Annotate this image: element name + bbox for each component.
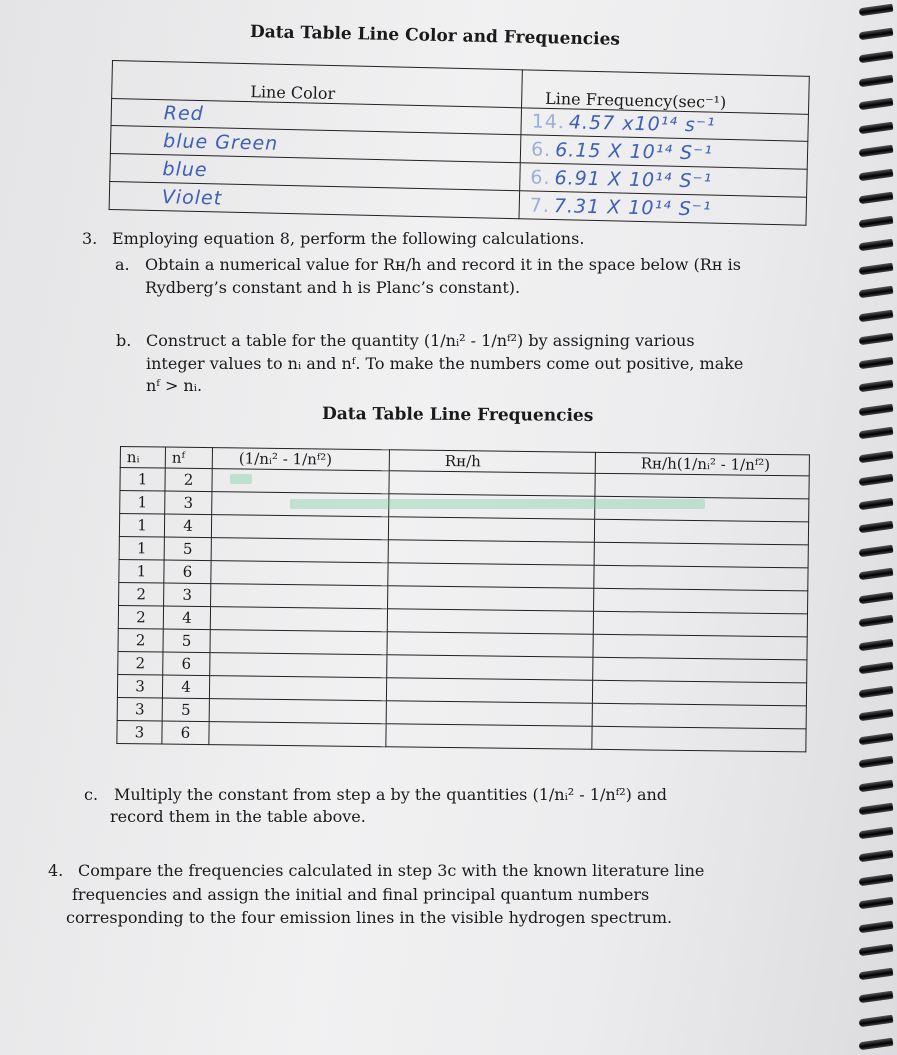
step3b-text3: nᶠ > nᵢ.: [146, 376, 203, 395]
spiral-coil: [859, 638, 894, 651]
product-cell: [595, 473, 809, 499]
line-frequency-header: Line Frequency(sec⁻¹): [522, 70, 810, 114]
nf-cell: 5: [164, 537, 211, 561]
spiral-coil: [859, 239, 894, 252]
step4-text3: corresponding to the four emission lines in the visible hydrogen spectrum.: [66, 908, 673, 927]
step3c-line1: [84, 784, 667, 806]
rh-over-h-cell: [387, 609, 593, 635]
step4-number: 4.: [48, 861, 64, 880]
step3c-text2: record them in the table above.: [110, 807, 366, 826]
product-cell: [592, 726, 806, 752]
product-header: Rʜ/h(1/nᵢ² - 1/nᶠ²): [595, 452, 809, 476]
ni-cell: 2: [119, 582, 164, 606]
rh-over-h-cell: [386, 678, 592, 704]
frequency-cell: 7.31 X 10¹⁴ S⁻¹: [553, 194, 712, 221]
ni-cell: 2: [118, 605, 163, 629]
spiral-coil: [859, 779, 894, 792]
ni-cell: 1: [119, 536, 164, 560]
spiral-coil: [859, 897, 894, 910]
spiral-coil: [859, 403, 894, 416]
spiral-coil: [859, 615, 894, 628]
ni-cell: 2: [118, 628, 163, 652]
spiral-coil: [859, 497, 894, 510]
rh-over-h-cell: [387, 655, 593, 681]
spiral-coil: [859, 145, 894, 158]
spiral-coil: [859, 98, 894, 111]
spiral-coil: [859, 944, 894, 957]
highlighter-mark: [230, 474, 252, 484]
step3-text: Employing equation 8, perform the following calculations.: [112, 229, 585, 248]
ni-cell: 1: [119, 559, 164, 583]
spiral-coil: [859, 286, 894, 299]
product-cell: [593, 657, 807, 683]
difference-cell: [211, 561, 388, 586]
spiral-coil: [859, 826, 894, 839]
spiral-coil: [859, 591, 894, 604]
line-frequencies-table: [116, 446, 809, 744]
faint-digit: 6.: [530, 138, 552, 161]
color-cell: blue: [162, 157, 208, 181]
spiral-coil: [859, 51, 894, 64]
ni-cell: 3: [117, 697, 162, 721]
difference-cell: [211, 515, 388, 540]
nf-cell: 6: [162, 721, 209, 745]
table1-title: Data Table Line Color and Frequencies: [249, 22, 621, 50]
difference-cell: [211, 538, 388, 563]
rh-over-h-cell: [389, 471, 595, 497]
spiral-coil: [859, 732, 894, 745]
nf-cell: 5: [163, 629, 210, 653]
ni-cell: 2: [118, 651, 163, 675]
spiral-coil: [859, 521, 894, 534]
line-color-header: Line Color: [112, 61, 523, 108]
spiral-coil: [859, 568, 894, 581]
step4-text1: Compare the frequencies calculated in step 3c with the known literature line: [78, 861, 705, 880]
rh-over-h-cell: [388, 563, 594, 589]
step3a-text1: Obtain a numerical value for Rʜ/h and record it in the space below (Rʜ is: [145, 255, 741, 274]
color-cell: blue Green: [162, 130, 279, 155]
spiral-coil: [859, 427, 894, 440]
rh-over-h-header: Rʜ/h: [389, 450, 595, 474]
color-cell: Violet: [161, 185, 223, 210]
frequency-cell: 6.15 X 10¹⁴ S⁻¹: [554, 138, 713, 165]
nf-cell: 4: [163, 606, 210, 630]
step3a-line1: [115, 254, 741, 276]
step3c-label: c.: [84, 785, 99, 804]
frequency-cell: 6.91 X 10¹⁴ S⁻¹: [554, 166, 713, 193]
rh-over-h-cell: [386, 701, 592, 727]
spiral-coil: [859, 215, 894, 228]
product-cell: [592, 703, 806, 729]
product-cell: [593, 611, 807, 637]
step3a-label: a.: [115, 255, 130, 274]
ni-cell: 1: [120, 491, 165, 515]
step3-number: 3.: [82, 229, 98, 248]
nf-cell: 3: [164, 583, 211, 607]
spiral-coil: [859, 756, 894, 769]
nf-cell: 3: [165, 491, 212, 515]
line-color-table: [109, 60, 810, 226]
product-cell: [594, 519, 808, 545]
spiral-coil: [859, 967, 894, 980]
spiral-coil: [859, 873, 894, 886]
spiral-coil: [859, 685, 894, 698]
rh-over-h-cell: [388, 517, 594, 543]
spiral-coil: [859, 121, 894, 134]
spiral-coil: [859, 27, 894, 40]
nf-cell: 6: [164, 560, 211, 584]
difference-cell: [209, 699, 386, 724]
nf-cell: 5: [162, 698, 209, 722]
product-cell: [593, 634, 807, 660]
spiral-coil: [859, 474, 894, 487]
difference-cell: [210, 653, 387, 678]
spiral-coil: [859, 309, 894, 322]
spiral-coil: [859, 192, 894, 205]
spiral-coil: [859, 356, 894, 369]
nf-header: nᶠ: [165, 447, 212, 469]
spiral-coil: [859, 662, 894, 675]
nf-cell: 4: [162, 675, 209, 699]
ni-header: nᵢ: [120, 447, 165, 469]
spiral-coil: [859, 380, 894, 393]
color-cell: Red: [163, 102, 204, 126]
spiral-coil: [859, 1038, 894, 1051]
product-cell: [594, 565, 808, 591]
spiral-coil: [859, 450, 894, 463]
rh-over-h-cell: [388, 540, 594, 566]
difference-cell: [209, 722, 386, 747]
step3a-text2: Rydberg’s constant and h is Planc’s constant).: [145, 278, 521, 297]
highlighter-mark: [290, 499, 705, 509]
step3-line: [82, 228, 584, 250]
nf-cell: 2: [165, 468, 212, 492]
spiral-coil: [859, 850, 894, 863]
ni-cell: 3: [117, 674, 162, 698]
spiral-coil: [859, 4, 894, 17]
difference-cell: [211, 584, 388, 609]
rh-over-h-cell: [388, 586, 594, 612]
nf-cell: 4: [164, 514, 211, 538]
product-cell: [592, 680, 806, 706]
spiral-coil: [859, 920, 894, 933]
spiral-binding: [851, 0, 897, 1055]
spiral-coil: [859, 991, 894, 1004]
spiral-coil: [859, 168, 894, 181]
difference-cell: [210, 630, 387, 655]
difference-cell: [210, 607, 387, 632]
step3b-text1: Construct a table for the quantity (1/nᵢ² - 1/nᶠ²) by assigning various: [146, 331, 695, 350]
table2-title: Data Table Line Frequencies: [321, 404, 594, 426]
faint-digit: 14.: [531, 110, 566, 134]
nf-cell: 6: [163, 652, 210, 676]
faint-digit: 7.: [529, 194, 551, 217]
step4-text2: frequencies and assign the initial and final principal quantum numbers: [72, 885, 650, 904]
ni-cell: 1: [119, 514, 164, 538]
spiral-coil: [859, 1014, 894, 1027]
step4-line1: [48, 860, 704, 882]
product-cell: [594, 542, 808, 568]
spiral-coil: [859, 544, 894, 557]
frequency-cell: 4.57 x10¹⁴ s⁻¹: [568, 111, 716, 137]
difference-header: (1/nᵢ² - 1/nᶠ²): [212, 448, 389, 471]
spiral-coil: [859, 803, 894, 816]
step3c-text1: Multiply the constant from step a by the quantities (1/nᵢ² - 1/nᶠ²) and: [114, 785, 668, 804]
rh-over-h-cell: [386, 724, 592, 750]
step3b-text2: integer values to nᵢ and nᶠ. To make the numbers come out positive, make: [146, 354, 744, 373]
faint-digit: 6.: [530, 166, 551, 189]
product-cell: [594, 588, 808, 614]
spiral-coil: [859, 709, 894, 722]
spiral-coil: [859, 262, 894, 275]
ni-cell: 3: [117, 720, 162, 744]
rh-over-h-cell: [387, 632, 593, 658]
spiral-coil: [859, 74, 894, 87]
difference-cell: [209, 676, 386, 701]
ni-cell: 1: [120, 468, 165, 492]
step3b-label: b.: [116, 331, 132, 350]
spiral-coil: [859, 333, 894, 346]
step3b-line1: [116, 330, 695, 352]
